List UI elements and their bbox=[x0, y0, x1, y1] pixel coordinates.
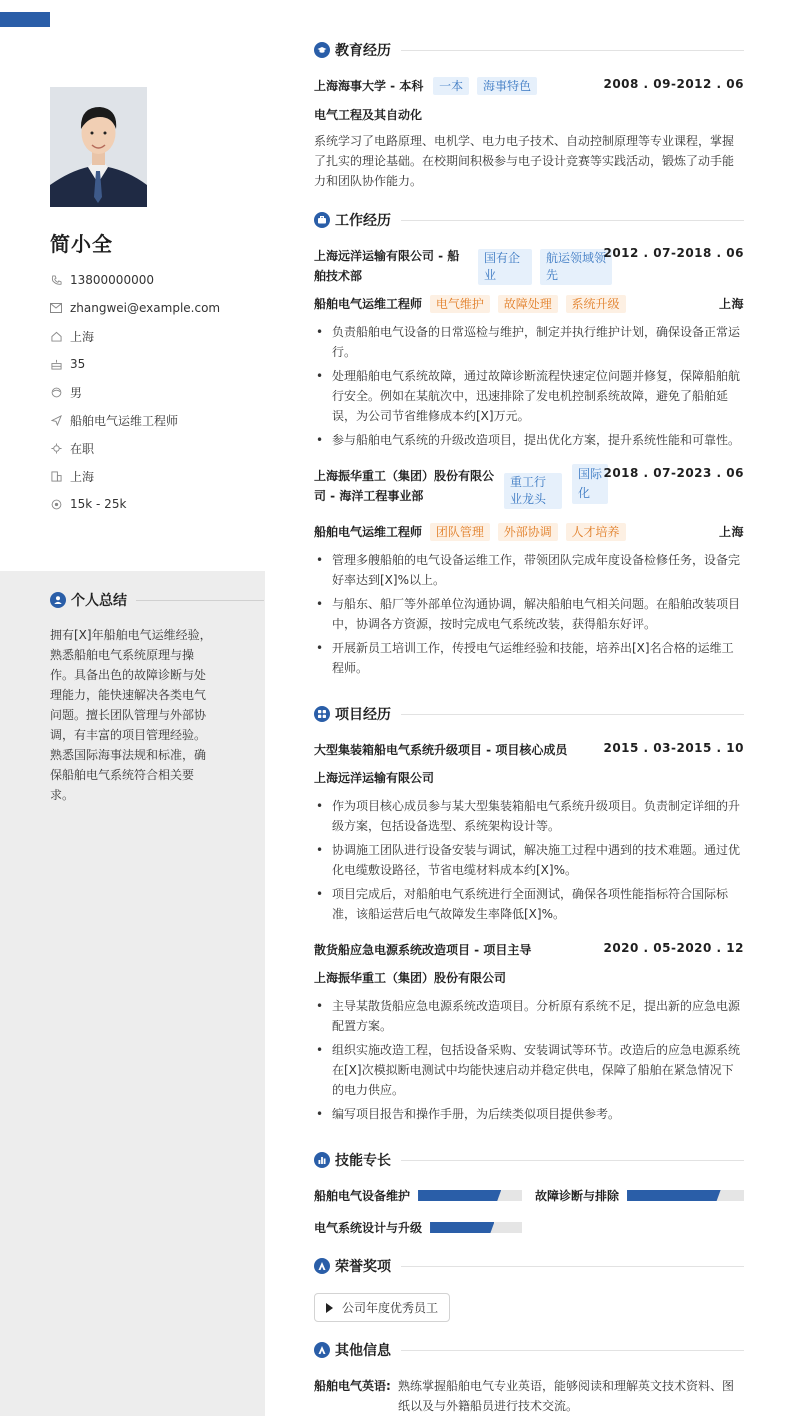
project-header-row bbox=[314, 741, 744, 759]
projects-heading bbox=[314, 704, 744, 724]
skill-row bbox=[314, 1219, 522, 1236]
skill-name: 船舶电气设备维护 bbox=[314, 1189, 411, 1203]
list-item: • 协调施工团队进行设备安装与调试，解决施工过程中遇到的技术难题。通过优化电缆敷设路径，节省电缆材料成本约[X]%。 bbox=[314, 840, 744, 880]
skill-name: 电气系统设计与升级 bbox=[314, 1221, 423, 1235]
bar-chart-icon bbox=[314, 1152, 330, 1168]
user-icon bbox=[50, 592, 66, 608]
send-icon bbox=[50, 414, 62, 426]
other-info-row bbox=[314, 1376, 744, 1416]
award-icon bbox=[314, 1258, 330, 1274]
major: 电气工程及其自动化 bbox=[314, 108, 423, 122]
skill-level-fill bbox=[418, 1190, 501, 1201]
status-icon bbox=[50, 442, 62, 454]
skill-tag: 系统升级 bbox=[566, 295, 626, 313]
project-name: 散货船应急电源系统改造项目 - 项目主导 bbox=[314, 943, 532, 957]
project-bullets bbox=[314, 996, 744, 1128]
education-date: 2008 . 09-2012 . 06 bbox=[603, 77, 744, 91]
project-bullets bbox=[314, 796, 744, 928]
skill-tag: 团队管理 bbox=[430, 523, 490, 541]
other-heading bbox=[314, 1340, 744, 1360]
skill-tag: 电气维护 bbox=[430, 295, 490, 313]
award-icon bbox=[314, 1342, 330, 1358]
project-date: 2015 . 03-2015 . 10 bbox=[603, 741, 744, 755]
job-date: 2012 . 07-2018 . 06 bbox=[603, 246, 744, 260]
other-divider bbox=[401, 1350, 744, 1351]
list-item: • 参与船舶电气系统的升级改造项目，提出优化方案，提升系统性能和可靠性。 bbox=[314, 430, 744, 450]
other-label: 船舶电气英语: bbox=[314, 1379, 391, 1393]
skills-heading bbox=[314, 1150, 744, 1170]
phone-item bbox=[50, 266, 260, 294]
status-item bbox=[50, 434, 260, 462]
list-item: • 开展新员工培训工作，传授电气运维经验和技能，培养出[X]名合格的运维工程师。 bbox=[314, 638, 744, 678]
list-item: • 管理多艘船舶的电气设备运维工作，带领团队完成年度设备检修任务，设备完好率达到[X]%以上。 bbox=[314, 550, 744, 590]
education-description: 系统学习了电路原理、电机学、电力电子技术、自动控制原理等专业课程，掌握了扎实的理论基础。在校期间积极参与电子设计竞赛等实践活动，锻炼了动手能力和团队协作能力。 bbox=[314, 134, 735, 188]
honors-divider bbox=[401, 1266, 744, 1267]
education-divider bbox=[401, 50, 744, 51]
position-value: 船舶电气运维工程师 bbox=[70, 413, 179, 428]
salary-value: 15k - 25k bbox=[70, 497, 127, 511]
job-role-row bbox=[314, 523, 744, 541]
list-item: • 主导某散货船应急电源系统改造项目。分析原有系统不足，提出新的应急电源配置方案。 bbox=[314, 996, 744, 1036]
phone-value: 13800000000 bbox=[70, 273, 154, 287]
skill-row bbox=[535, 1187, 744, 1204]
contact-info-list bbox=[50, 266, 260, 518]
list-item: • 处理船舶电气系统故障，通过故障诊断流程快速定位问题并修复，保障船舶航行安全。例如在某航次中，迅速排除了发电机控制系统故障，避免了船舶延误，为公司节省维修成本约[X]万元。 bbox=[314, 366, 744, 426]
job-role: 船舶电气运维工程师 bbox=[314, 525, 423, 539]
email-item bbox=[50, 294, 260, 322]
job-role: 船舶电气运维工程师 bbox=[314, 297, 423, 311]
projects-divider bbox=[401, 714, 744, 715]
education-title: 教育经历 bbox=[335, 43, 391, 59]
honors-heading bbox=[314, 1256, 744, 1276]
work-heading bbox=[314, 210, 744, 230]
project-company: 上海远洋运输有限公司 bbox=[314, 771, 435, 785]
skill-level-bar bbox=[430, 1222, 522, 1233]
list-item: • 组织实施改造工程，包括设备采购、安装调试等环节。改造后的应急电源系统在[X]次模拟断电测试中均能快速启动并稳定供电，保障了船舶在紧急情况下的电力供应。 bbox=[314, 1040, 744, 1100]
email-value: zhangwei@example.com bbox=[70, 301, 221, 315]
list-item: • 项目完成后，对船舶电气系统进行全面测试，确保各项性能指标符合国际标准，该船运营后电气故障发生率降低[X]%。 bbox=[314, 884, 744, 924]
gender-value: 男 bbox=[70, 385, 83, 400]
skill-tag: 外部协调 bbox=[498, 523, 558, 541]
job-location: 上海 bbox=[718, 297, 744, 311]
job-location: 上海 bbox=[718, 525, 744, 539]
job-role-row bbox=[314, 295, 744, 313]
accent-bar bbox=[0, 12, 50, 27]
skill-name: 故障诊断与排除 bbox=[535, 1189, 620, 1203]
other-title: 其他信息 bbox=[335, 1343, 391, 1359]
summary-title: 个人总结 bbox=[71, 593, 127, 609]
salary-item bbox=[50, 490, 260, 518]
gender-item bbox=[50, 378, 260, 406]
phone-icon bbox=[50, 274, 62, 286]
email-icon bbox=[50, 302, 62, 314]
project-header-row bbox=[314, 941, 744, 959]
list-item: • 与船东、船厂等外部单位沟通协调，解决船舶电气相关问题。在船舶改装项目中，协调各方资源，按时完成电气系统改装，获得船东好评。 bbox=[314, 594, 744, 634]
profile-photo bbox=[50, 87, 147, 207]
skills-divider bbox=[401, 1160, 744, 1161]
money-icon bbox=[50, 498, 62, 510]
status-value: 在职 bbox=[70, 441, 95, 456]
grid-icon bbox=[314, 706, 330, 722]
award-item[interactable] bbox=[314, 1293, 450, 1322]
education-header-row bbox=[314, 77, 744, 95]
candidate-name: 简小全 bbox=[50, 232, 113, 256]
job-bullets bbox=[314, 322, 744, 454]
summary-divider bbox=[136, 600, 264, 601]
projects-title: 项目经历 bbox=[335, 707, 391, 723]
job-header-row bbox=[314, 466, 744, 516]
skill-tag: 人才培养 bbox=[566, 523, 626, 541]
cake-icon bbox=[50, 358, 62, 370]
honors-title: 荣誉奖项 bbox=[335, 1259, 391, 1275]
graduation-cap-icon bbox=[314, 42, 330, 58]
award-label: 公司年度优秀员工 bbox=[342, 1301, 439, 1315]
list-item: • 作为项目核心成员参与某大型集装箱船电气系统升级项目。负责制定详细的升级方案，包括设备选型、系统架构设计等。 bbox=[314, 796, 744, 836]
city-item bbox=[50, 462, 260, 490]
gender-icon bbox=[50, 386, 62, 398]
company-tag: 国有企业 bbox=[478, 249, 532, 285]
position-item bbox=[50, 406, 260, 434]
job-bullets bbox=[314, 550, 744, 682]
hometown-value: 上海 bbox=[70, 329, 95, 344]
skill-row bbox=[314, 1187, 522, 1204]
home-icon bbox=[50, 330, 62, 342]
city-value: 上海 bbox=[70, 469, 95, 484]
work-divider bbox=[401, 220, 744, 221]
education-heading bbox=[314, 40, 744, 60]
building-icon bbox=[50, 470, 62, 482]
school-tag: 海事特色 bbox=[477, 77, 537, 95]
project-name: 大型集装箱船电气系统升级项目 - 项目核心成员 bbox=[314, 743, 568, 757]
company-name: 上海远洋运输有限公司 - 船舶技术部 bbox=[314, 249, 460, 283]
skill-tag: 故障处理 bbox=[498, 295, 558, 313]
other-text: 熟练掌握船舶电气专业英语，能够阅读和理解英文技术资料、图纸以及与外籍船员进行技术交流。 bbox=[398, 1379, 735, 1413]
company-name: 上海振华重工（集团）股份有限公司 - 海洋工程事业部 bbox=[314, 469, 495, 503]
list-item: • 编写项目报告和操作手册，为后续类似项目提供参考。 bbox=[314, 1104, 744, 1124]
hometown-item bbox=[50, 322, 260, 350]
left-column bbox=[0, 0, 265, 1416]
company-tag: 航运领域领先 bbox=[540, 249, 612, 285]
play-icon bbox=[326, 1303, 333, 1313]
project-date: 2020 . 05-2020 . 12 bbox=[603, 941, 744, 955]
skill-level-fill bbox=[627, 1190, 721, 1201]
school-name: 上海海事大学 - 本科 bbox=[314, 79, 424, 93]
project-company: 上海振华重工（集团）股份有限公司 bbox=[314, 971, 507, 985]
list-item: • 负责船舶电气设备的日常巡检与维护，制定并执行维护计划，确保设备正常运行。 bbox=[314, 322, 744, 362]
briefcase-icon bbox=[314, 212, 330, 228]
summary-heading bbox=[50, 590, 127, 610]
skills-title: 技能专长 bbox=[335, 1153, 391, 1169]
skill-level-fill bbox=[430, 1222, 494, 1233]
age-item bbox=[50, 350, 260, 378]
job-header-row bbox=[314, 246, 744, 286]
work-title: 工作经历 bbox=[335, 213, 391, 229]
school-tag: 一本 bbox=[433, 77, 469, 95]
company-tag: 重工行业龙头 bbox=[504, 473, 562, 509]
skill-level-bar bbox=[418, 1190, 522, 1201]
skill-level-bar bbox=[627, 1190, 744, 1201]
summary-text: 拥有[X]年船舶电气运维经验，熟悉船舶电气系统原理与操作。具备出色的故障诊断与处理能力，能快速解决各类电气问题。擅长团队管理与外部协调，有丰富的项目管理经验。熟悉国际海事法规和标准，确保船舶电气系统符合相关要求。 bbox=[50, 628, 212, 802]
job-date: 2018 . 07-2023 . 06 bbox=[603, 466, 744, 480]
company-tag: 国际化 bbox=[572, 464, 608, 504]
age-value: 35 bbox=[70, 357, 86, 371]
